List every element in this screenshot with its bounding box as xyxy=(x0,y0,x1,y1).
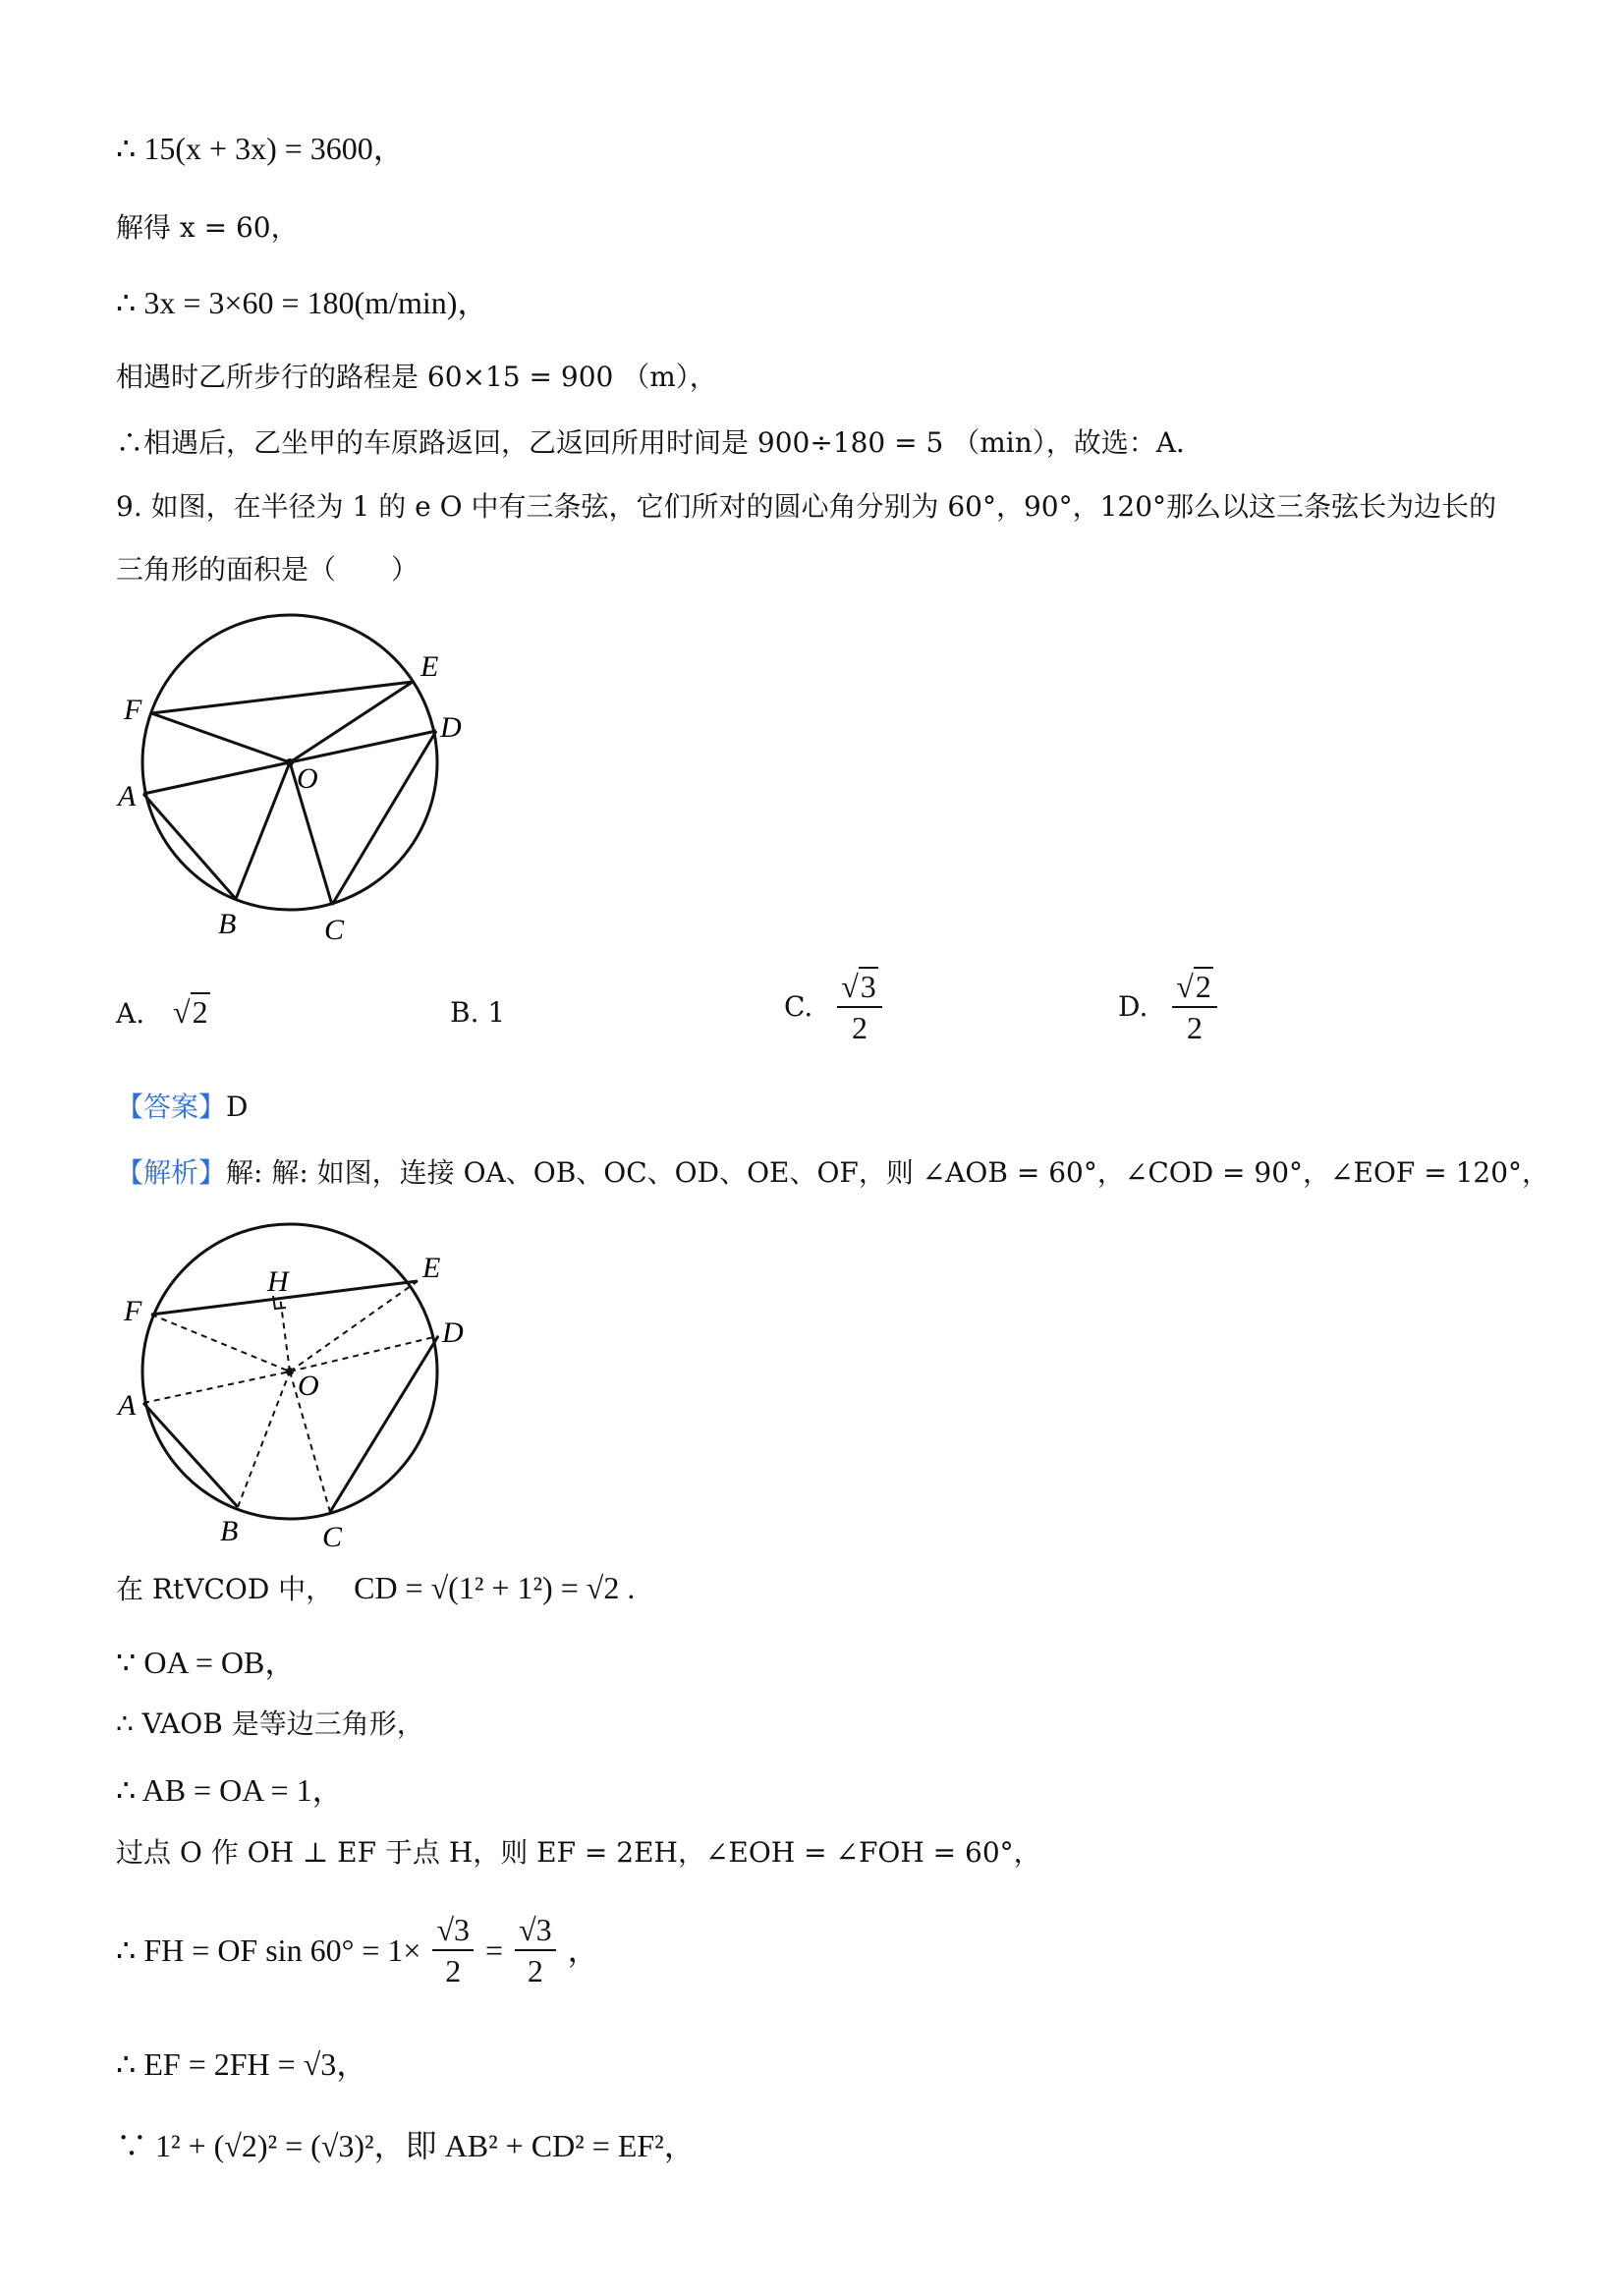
option-d-numerator: 2 xyxy=(1195,969,1211,1004)
step-1 xyxy=(116,1572,635,1603)
answer-value: D xyxy=(226,1091,249,1123)
label-f: F xyxy=(124,1295,142,1327)
label-e: E xyxy=(420,650,439,683)
option-c-label: C. xyxy=(784,990,813,1023)
option-b: B. 1 xyxy=(450,996,506,1029)
step-6-fraction-2 xyxy=(515,1914,556,1987)
segment-of xyxy=(151,1315,290,1372)
answer-bracket: 【答案】 xyxy=(116,1091,227,1123)
step-6-den-2: 2 xyxy=(527,1953,543,1988)
figure-circle-dashed xyxy=(108,1197,521,1550)
step-1-prefix: 在 RtVCOD 中， xyxy=(116,1573,334,1605)
option-a-radicand: 2 xyxy=(192,994,208,1030)
label-e: E xyxy=(422,1252,441,1284)
step-3: ∴ VAOB 是等边三角形， xyxy=(116,1708,424,1740)
option-a-sqrt: √2 xyxy=(173,994,208,1030)
eq-line-1: ∴ 15(x + 3x) = 3600， xyxy=(116,131,405,166)
chord-ab xyxy=(143,1403,238,1507)
option-d-fraction: $\frac{√2}{2}$ xyxy=(1172,971,1217,1043)
step-6-end: ， xyxy=(567,1932,599,1968)
analysis-line xyxy=(116,1156,1550,1189)
segment-od xyxy=(290,1336,438,1372)
option-c-denominator: 2 xyxy=(852,1010,868,1045)
label-d: D xyxy=(442,1316,464,1349)
answer-line xyxy=(116,1093,248,1121)
step-7: ∴ EF = 2FH = √3， xyxy=(116,2046,368,2082)
option-d xyxy=(1118,971,1221,1043)
option-c-numerator: 3 xyxy=(860,969,876,1004)
step-6-prefix: ∴ FH = OF sin 60° = 1× xyxy=(116,1932,421,1968)
label-f: F xyxy=(124,694,142,726)
radius-ob xyxy=(236,762,290,899)
option-a-label: A. xyxy=(116,997,145,1030)
center-dot xyxy=(286,758,294,766)
option-a xyxy=(116,996,210,1028)
label-o: O xyxy=(297,762,318,795)
step-1-math: CD = √(1² + 1²) = √2 . xyxy=(354,1570,636,1605)
radius-of xyxy=(151,713,290,762)
eq-line-5: ∴相遇后，乙坐甲的车原路返回，乙返回所用时间是 900÷180 = 5 （min），故选：A． xyxy=(116,426,1203,459)
step-6-num-1: √3 xyxy=(432,1914,474,1951)
step-6-fraction-1 xyxy=(432,1914,474,1987)
label-o: O xyxy=(298,1370,319,1402)
step-6-equals: = xyxy=(485,1932,504,1968)
label-b: B xyxy=(218,908,237,940)
step-6-num-2: √3 xyxy=(515,1914,556,1951)
eq-line-4: 相遇时乙所步行的路程是 60×15 = 900 （m）， xyxy=(116,361,717,393)
eq-line-3: ∴ 3x = 3×60 = 180(m/min)， xyxy=(116,285,489,320)
chord-ab xyxy=(143,794,236,899)
step-5: 过点 O 作 OH ⊥ EF 于点 H，则 EF = 2EH，∠EOH = ∠FOH = 60°， xyxy=(116,1836,1041,1869)
label-d: D xyxy=(440,711,462,744)
chord-cd xyxy=(332,731,436,905)
label-c: C xyxy=(322,1521,343,1550)
label-c: C xyxy=(324,914,345,946)
eq-line-2: 解得 x = 60， xyxy=(116,211,299,244)
option-d-denominator: 2 xyxy=(1187,1010,1203,1045)
segment-ob xyxy=(238,1372,290,1507)
option-c-fraction: $\frac{√3}{2}$ xyxy=(837,971,882,1043)
question-line-1: 9. 如图，在半径为 1 的 e O 中有三条弦，它们所对的圆心角分别为 60°，90°，120°那么以这三条弦长为边长的 xyxy=(116,490,1497,523)
segment-oa xyxy=(143,1372,290,1403)
option-c xyxy=(784,971,886,1043)
step-8: ∵ 1² + (√2)² = (√3)²，即 AB² + CD² = EF²， xyxy=(116,2128,696,2163)
label-a: A xyxy=(118,1389,137,1422)
step-2: ∵ OA = OB， xyxy=(116,1645,297,1680)
center-dot xyxy=(286,1368,294,1375)
analysis-text: 解: 解: 如图，连接 OA、OB、OC、OD、OE、OF，则 ∠AOB = 60°，∠COD = 90°，∠EOF = 120°， xyxy=(226,1156,1550,1189)
option-d-label: D. xyxy=(1118,990,1148,1023)
step-4: ∴ AB = OA = 1， xyxy=(116,1772,344,1808)
figure-circle-chords xyxy=(108,599,521,953)
analysis-bracket: 【解析】 xyxy=(116,1156,227,1189)
label-b: B xyxy=(220,1515,239,1547)
radius-oa xyxy=(143,762,290,794)
label-h: H xyxy=(267,1265,289,1298)
step-6 xyxy=(116,1914,599,1987)
question-line-2: 三角形的面积是（ ） xyxy=(116,553,420,586)
step-6-den-1: 2 xyxy=(445,1953,462,1988)
label-a: A xyxy=(118,780,137,812)
